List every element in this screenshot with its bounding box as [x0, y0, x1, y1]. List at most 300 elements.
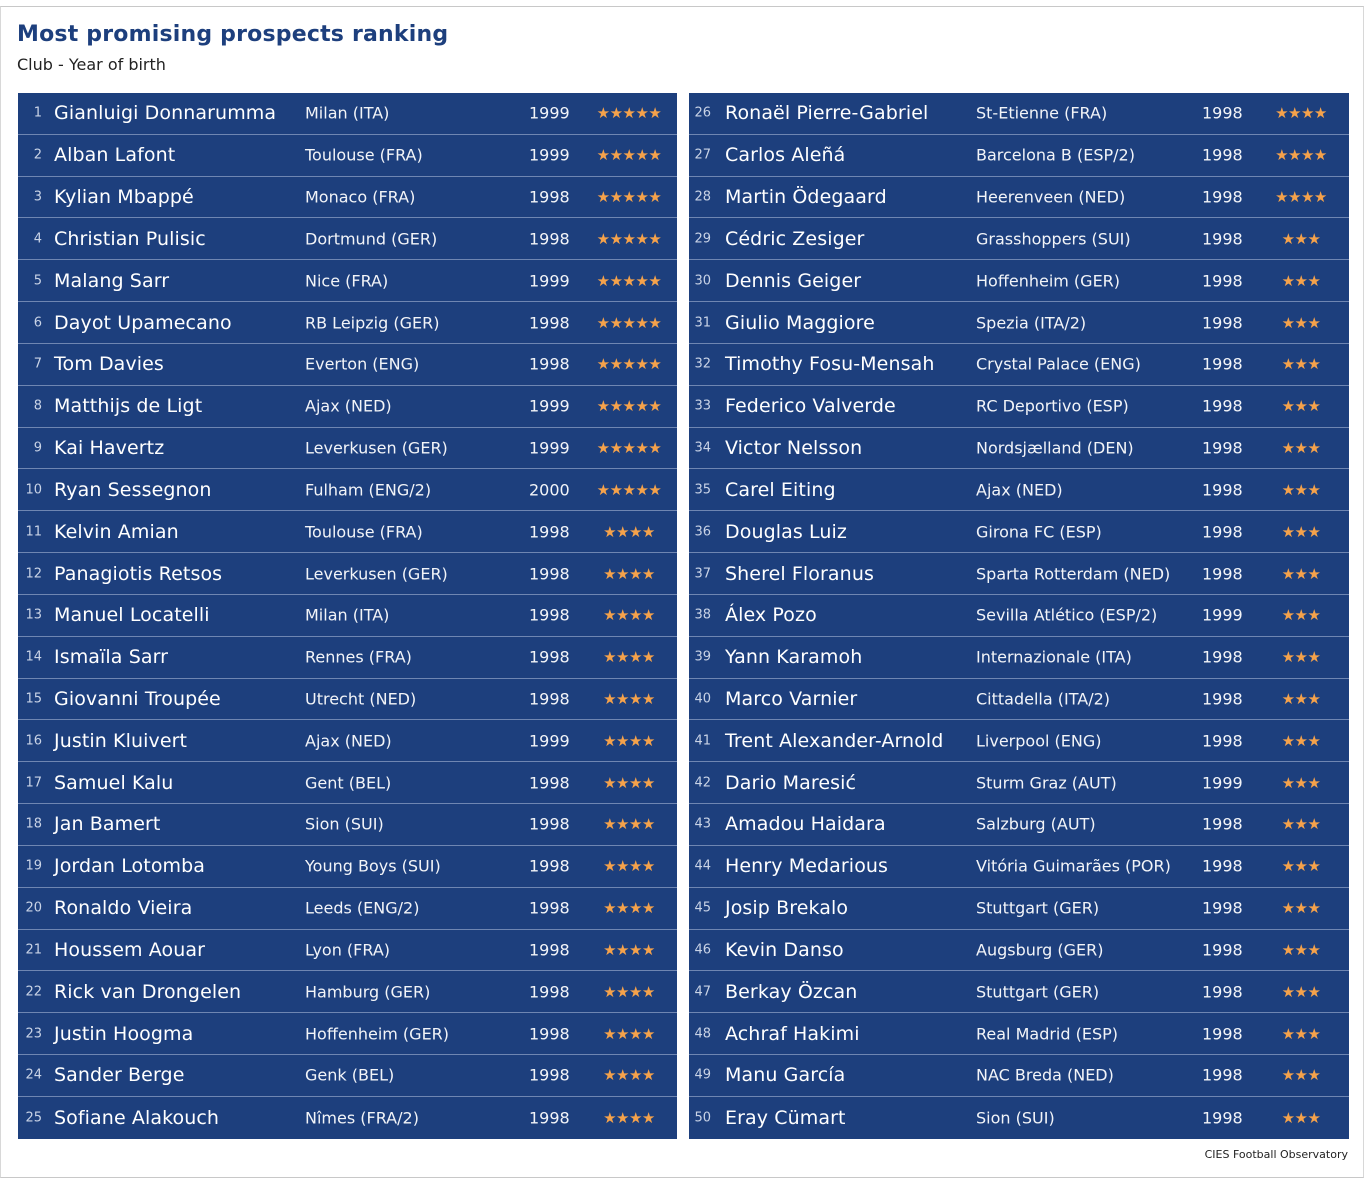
birth-year: 1998	[529, 229, 570, 249]
birth-year: 1998	[529, 564, 570, 584]
birth-year: 1998	[529, 856, 570, 876]
birth-year: 1998	[529, 354, 570, 374]
star-rating-icon: ★★★★	[603, 731, 655, 750]
player-name: Gianluigi Donnarumma	[54, 102, 277, 125]
player-row	[689, 595, 1349, 637]
player-row	[18, 930, 677, 972]
player-row	[689, 218, 1349, 260]
club-name: Dortmund (GER)	[305, 229, 438, 249]
player-name: Trent Alexander-Arnold	[725, 729, 944, 752]
birth-year: 1998	[1202, 564, 1243, 584]
player-row	[18, 260, 677, 302]
player-name: Marco Varnier	[725, 688, 858, 710]
rank-number: 26	[694, 105, 711, 121]
rank-number: 44	[694, 858, 711, 874]
star-rating-icon: ★★★	[1281, 690, 1321, 708]
club-name: Milan (ITA)	[305, 605, 390, 625]
player-row	[689, 930, 1349, 972]
club-name: Ajax (NED)	[305, 396, 392, 416]
club-name: Leverkusen (GER)	[305, 564, 448, 584]
club-name: Fulham (ENG/2)	[305, 480, 432, 500]
player-row	[689, 804, 1349, 846]
club-name: Barcelona B (ESP/2)	[976, 145, 1135, 165]
birth-year: 1998	[529, 689, 570, 709]
player-row	[689, 511, 1349, 553]
birth-year: 1998	[1202, 396, 1243, 416]
player-name: Álex Pozo	[725, 604, 817, 627]
player-row	[18, 135, 677, 177]
birth-year: 1998	[1202, 856, 1243, 876]
player-name: Ryan Sessegnon	[54, 478, 212, 501]
player-row	[18, 720, 677, 762]
player-row	[689, 846, 1349, 888]
page-title: Most promising prospects ranking	[17, 22, 449, 47]
rank-number: 2	[33, 147, 42, 163]
rank-number: 18	[25, 816, 42, 832]
player-row	[689, 720, 1349, 762]
player-name: Panagiotis Retsos	[54, 562, 223, 585]
player-name: Kylian Mbappé	[54, 186, 194, 209]
player-name: Federico Valverde	[725, 395, 896, 418]
birth-year: 1998	[529, 1065, 570, 1085]
star-rating-icon: ★★★★	[603, 982, 655, 1001]
player-name: Berkay Özcan	[725, 980, 858, 1003]
player-name: Justin Hoogma	[54, 1022, 194, 1045]
rank-number: 40	[694, 691, 711, 707]
player-name: Dennis Geiger	[725, 269, 862, 292]
birth-year: 1998	[1202, 103, 1243, 123]
player-row	[689, 93, 1349, 135]
club-name: Genk (BEL)	[305, 1065, 395, 1085]
player-row	[18, 177, 677, 219]
birth-year: 1998	[529, 982, 570, 1002]
star-rating-icon: ★★★★	[603, 648, 655, 667]
birth-year: 1998	[1202, 522, 1243, 542]
club-name: Ajax (NED)	[976, 480, 1063, 500]
player-row	[689, 762, 1349, 804]
club-name: Ajax (NED)	[305, 731, 392, 751]
star-rating-icon: ★★★★★	[596, 104, 662, 123]
birth-year: 1998	[529, 898, 570, 918]
birth-year: 1998	[1202, 940, 1243, 960]
club-name: Leverkusen (GER)	[305, 438, 448, 458]
star-rating-icon: ★★★	[1281, 1066, 1321, 1085]
club-name: Internazionale (ITA)	[976, 647, 1132, 667]
player-row	[689, 302, 1349, 344]
player-row	[689, 1013, 1349, 1055]
star-rating-icon: ★★★	[1281, 397, 1321, 416]
star-rating-icon: ★★★	[1281, 648, 1321, 667]
club-name: St-Etienne (FRA)	[976, 103, 1108, 123]
star-rating-icon: ★★★★★	[596, 397, 662, 416]
player-row	[689, 553, 1349, 595]
source-credit: CIES Football Observatory	[1204, 1148, 1348, 1161]
club-name: Stuttgart (GER)	[976, 898, 1100, 918]
star-rating-icon: ★★★	[1281, 522, 1321, 541]
star-rating-icon: ★★★	[1281, 229, 1321, 248]
ranking-panel-left	[18, 93, 677, 1139]
club-name: NAC Breda (NED)	[976, 1065, 1114, 1085]
rank-number: 12	[25, 566, 42, 582]
player-row	[689, 679, 1349, 721]
rank-number: 32	[694, 356, 711, 372]
star-rating-icon: ★★★★	[603, 857, 655, 876]
club-name: Augsburg (GER)	[976, 940, 1104, 960]
player-name: Sherel Floranus	[725, 562, 874, 585]
birth-year: 1998	[529, 313, 570, 333]
rank-number: 42	[694, 775, 711, 791]
rank-number: 41	[694, 733, 711, 749]
player-row	[689, 135, 1349, 177]
star-rating-icon: ★★★★★	[596, 188, 662, 207]
star-rating-icon: ★★★★★	[596, 355, 662, 374]
birth-year: 1998	[529, 814, 570, 834]
star-rating-icon: ★★★★	[603, 1024, 655, 1043]
player-name: Sofiane Alakouch	[54, 1106, 220, 1129]
rank-number: 8	[33, 398, 42, 414]
birth-year: 1998	[1202, 480, 1243, 500]
player-row	[18, 302, 677, 344]
star-rating-icon: ★★★★	[603, 940, 655, 959]
club-name: Sparta Rotterdam (NED)	[976, 564, 1171, 584]
player-row	[18, 637, 677, 679]
rank-number: 25	[25, 1110, 42, 1126]
player-name: Kevin Danso	[725, 938, 844, 961]
club-name: Toulouse (FRA)	[305, 145, 423, 165]
player-row	[18, 386, 677, 428]
star-rating-icon: ★★★★★	[596, 439, 662, 458]
player-name: Rick van Drongelen	[54, 980, 242, 1003]
birth-year: 1998	[529, 773, 570, 793]
player-row	[689, 177, 1349, 219]
birth-year: 1999	[529, 103, 570, 123]
rank-number: 30	[694, 273, 711, 289]
club-name: Toulouse (FRA)	[305, 522, 423, 542]
birth-year: 1998	[1202, 1024, 1243, 1044]
player-name: Manuel Locatelli	[54, 604, 210, 627]
birth-year: 1999	[529, 438, 570, 458]
player-name: Josip Brekalo	[725, 897, 849, 920]
club-name: Spezia (ITA/2)	[976, 313, 1087, 333]
birth-year: 1998	[529, 647, 570, 667]
birth-year: 1998	[1202, 814, 1243, 834]
player-row	[18, 1097, 677, 1139]
rank-number: 29	[694, 231, 711, 247]
player-name: Kelvin Amian	[54, 520, 179, 543]
club-name: Sturm Graz (AUT)	[976, 773, 1117, 793]
birth-year: 1998	[1202, 229, 1243, 249]
rank-number: 46	[694, 942, 711, 958]
player-name: Malang Sarr	[54, 269, 170, 292]
star-rating-icon: ★★★	[1281, 606, 1321, 625]
club-name: Cittadella (ITA/2)	[976, 689, 1110, 709]
birth-year: 1998	[1202, 731, 1243, 751]
rank-number: 16	[25, 733, 42, 749]
club-name: Utrecht (NED)	[305, 689, 417, 709]
player-name: Christian Pulisic	[54, 227, 206, 250]
rank-number: 39	[694, 649, 711, 665]
birth-year: 1999	[529, 396, 570, 416]
club-name: Sevilla Atlético (ESP/2)	[976, 605, 1158, 625]
rank-number: 7	[33, 356, 42, 372]
rank-number: 27	[694, 147, 711, 163]
rank-number: 9	[33, 440, 42, 456]
player-row	[689, 971, 1349, 1013]
player-name: Dayot Upamecano	[54, 311, 232, 334]
player-name: Ronaldo Vieira	[54, 897, 193, 920]
player-row	[18, 595, 677, 637]
rank-number: 38	[694, 607, 711, 623]
birth-year: 1998	[1202, 313, 1243, 333]
rank-number: 31	[694, 315, 711, 331]
rank-number: 45	[694, 900, 711, 916]
rank-number: 11	[25, 524, 42, 540]
club-name: Crystal Palace (ENG)	[976, 354, 1141, 374]
birth-year: 1998	[1202, 438, 1243, 458]
club-name: Liverpool (ENG)	[976, 731, 1102, 751]
rank-number: 33	[694, 398, 711, 414]
player-name: Jordan Lotomba	[54, 855, 206, 878]
star-rating-icon: ★★★	[1281, 355, 1321, 374]
star-rating-icon: ★★★★	[1275, 188, 1327, 207]
birth-year: 1998	[529, 1108, 570, 1128]
club-name: Lyon (FRA)	[305, 940, 391, 960]
player-name: Tom Davies	[54, 353, 164, 376]
star-rating-icon: ★★★★	[603, 899, 655, 918]
star-rating-icon: ★★★	[1281, 564, 1321, 583]
star-rating-icon: ★★★	[1281, 815, 1321, 834]
birth-year: 1998	[529, 940, 570, 960]
player-name: Amadou Haidara	[725, 813, 886, 836]
player-row	[18, 218, 677, 260]
player-name: Jan Bamert	[54, 813, 161, 836]
club-name: Grasshoppers (SUI)	[976, 229, 1131, 249]
player-name: Kai Havertz	[54, 437, 165, 460]
birth-year: 1998	[1202, 145, 1243, 165]
club-name: Gent (BEL)	[305, 773, 392, 793]
star-rating-icon: ★★★	[1281, 857, 1321, 876]
player-name: Giovanni Troupée	[54, 688, 221, 710]
rank-number: 43	[694, 816, 711, 832]
star-rating-icon: ★★★★★	[596, 146, 662, 165]
star-rating-icon: ★★★★	[603, 773, 655, 792]
birth-year: 1999	[1202, 773, 1243, 793]
birth-year: 1998	[529, 187, 570, 207]
star-rating-icon: ★★★	[1281, 731, 1321, 750]
star-rating-icon: ★★★★	[1275, 146, 1327, 165]
player-name: Martin Ödegaard	[725, 186, 887, 209]
birth-year: 1998	[1202, 647, 1243, 667]
ranking-panel-right	[689, 93, 1349, 1139]
player-name: Sander Berge	[54, 1064, 185, 1087]
player-name: Henry Medarious	[725, 855, 889, 878]
star-rating-icon: ★★★	[1281, 480, 1321, 499]
player-name: Manu García	[725, 1064, 846, 1087]
rank-number: 3	[33, 189, 42, 205]
club-name: Monaco (FRA)	[305, 187, 416, 207]
star-rating-icon: ★★★	[1281, 940, 1321, 959]
rank-number: 1	[33, 105, 42, 121]
club-name: Sion (SUI)	[976, 1108, 1055, 1128]
player-name: Ismaïla Sarr	[54, 646, 169, 669]
player-row	[18, 428, 677, 470]
birth-year: 1998	[1202, 982, 1243, 1002]
player-row	[689, 1097, 1349, 1139]
rank-number: 15	[25, 691, 42, 707]
star-rating-icon: ★★★	[1281, 439, 1321, 458]
birth-year: 1998	[1202, 1065, 1243, 1085]
club-name: Milan (ITA)	[305, 103, 390, 123]
birth-year: 1999	[1202, 605, 1243, 625]
star-rating-icon: ★★★	[1281, 313, 1321, 332]
rank-number: 24	[25, 1067, 42, 1083]
rank-number: 22	[25, 984, 42, 1000]
player-row	[18, 762, 677, 804]
player-row	[689, 260, 1349, 302]
club-name: Stuttgart (GER)	[976, 982, 1100, 1002]
birth-year: 1998	[529, 1024, 570, 1044]
star-rating-icon: ★★★★	[603, 564, 655, 583]
player-name: Cédric Zesiger	[725, 227, 865, 250]
star-rating-icon: ★★★	[1281, 773, 1321, 792]
player-row	[18, 344, 677, 386]
player-name: Justin Kluivert	[54, 729, 188, 752]
club-name: Everton (ENG)	[305, 354, 420, 374]
player-row	[689, 469, 1349, 511]
player-row	[18, 679, 677, 721]
club-name: Hoffenheim (GER)	[305, 1024, 450, 1044]
rank-number: 5	[33, 273, 42, 289]
club-name: Hamburg (GER)	[305, 982, 431, 1002]
player-name: Giulio Maggiore	[725, 311, 875, 334]
rank-number: 36	[694, 524, 711, 540]
rank-number: 49	[694, 1067, 711, 1083]
rank-number: 19	[25, 858, 42, 874]
birth-year: 1998	[1202, 898, 1243, 918]
club-name: Girona FC (ESP)	[976, 522, 1102, 542]
star-rating-icon: ★★★★★	[596, 313, 662, 332]
birth-year: 1999	[529, 145, 570, 165]
player-name: Yann Karamoh	[725, 646, 863, 669]
player-row	[18, 1013, 677, 1055]
player-name: Ronaël Pierre-Gabriel	[725, 102, 929, 125]
player-row	[689, 888, 1349, 930]
club-name: Young Boys (SUI)	[305, 856, 441, 876]
birth-year: 1998	[1202, 271, 1243, 291]
birth-year: 1998	[529, 522, 570, 542]
club-name: Nice (FRA)	[305, 271, 389, 291]
player-row	[689, 428, 1349, 470]
rank-number: 4	[33, 231, 42, 247]
rank-number: 28	[694, 189, 711, 205]
club-name: Rennes (FRA)	[305, 647, 412, 667]
club-name: Real Madrid (ESP)	[976, 1024, 1119, 1044]
player-name: Timothy Fosu-Mensah	[725, 353, 935, 376]
player-name: Douglas Luiz	[725, 520, 847, 543]
birth-year: 1998	[1202, 354, 1243, 374]
birth-year: 1999	[529, 271, 570, 291]
star-rating-icon: ★★★	[1281, 271, 1321, 290]
club-name: Salzburg (AUT)	[976, 814, 1096, 834]
player-row	[18, 511, 677, 553]
player-row	[689, 1055, 1349, 1097]
player-row	[18, 971, 677, 1013]
birth-year: 1998	[1202, 187, 1243, 207]
rank-number: 14	[25, 649, 42, 665]
club-name: RC Deportivo (ESP)	[976, 396, 1129, 416]
player-row	[18, 1055, 677, 1097]
player-name: Matthijs de Ligt	[54, 395, 203, 418]
club-name: RB Leipzig (GER)	[305, 313, 440, 333]
star-rating-icon: ★★★★	[603, 815, 655, 834]
player-name: Carlos Aleñá	[725, 144, 846, 167]
rank-number: 6	[33, 315, 42, 331]
star-rating-icon: ★★★★	[603, 522, 655, 541]
player-row	[18, 469, 677, 511]
rank-number: 20	[25, 900, 42, 916]
player-name: Houssem Aouar	[54, 938, 206, 961]
player-row	[18, 804, 677, 846]
birth-year: 1998	[1202, 1108, 1243, 1128]
star-rating-icon: ★★★	[1281, 1108, 1321, 1127]
player-row	[18, 553, 677, 595]
club-name: Heerenveen (NED)	[976, 187, 1126, 207]
player-row	[689, 386, 1349, 428]
player-row	[689, 637, 1349, 679]
birth-year: 2000	[529, 480, 570, 500]
star-rating-icon: ★★★★	[603, 606, 655, 625]
rank-number: 47	[694, 984, 711, 1000]
player-name: Eray Cümart	[725, 1106, 846, 1129]
page-subtitle: Club - Year of birth	[17, 55, 166, 74]
club-name: Leeds (ENG/2)	[305, 898, 420, 918]
star-rating-icon: ★★★★★	[596, 480, 662, 499]
rank-number: 21	[25, 942, 42, 958]
birth-year: 1998	[529, 605, 570, 625]
player-name: Achraf Hakimi	[725, 1022, 860, 1045]
player-name: Alban Lafont	[54, 144, 176, 167]
player-row	[18, 846, 677, 888]
club-name: Nordsjælland (DEN)	[976, 438, 1134, 458]
star-rating-icon: ★★★	[1281, 1024, 1321, 1043]
star-rating-icon: ★★★★	[603, 1066, 655, 1085]
star-rating-icon: ★★★★	[603, 690, 655, 708]
rank-number: 37	[694, 566, 711, 582]
club-name: Sion (SUI)	[305, 814, 384, 834]
player-name: Samuel Kalu	[54, 771, 174, 794]
star-rating-icon: ★★★★	[1275, 104, 1327, 123]
club-name: Vitória Guimarães (POR)	[976, 856, 1171, 876]
player-row	[689, 344, 1349, 386]
rank-number: 17	[25, 775, 42, 791]
rank-number: 13	[25, 607, 42, 623]
star-rating-icon: ★★★	[1281, 899, 1321, 918]
rank-number: 34	[694, 440, 711, 456]
star-rating-icon: ★★★★★	[596, 271, 662, 290]
rank-number: 10	[25, 482, 42, 498]
player-name: Victor Nelsson	[725, 437, 863, 460]
player-name: Dario Maresić	[725, 771, 857, 794]
star-rating-icon: ★★★	[1281, 982, 1321, 1001]
player-name: Carel Eiting	[725, 478, 836, 501]
rank-number: 48	[694, 1026, 711, 1042]
star-rating-icon: ★★★★★	[596, 229, 662, 248]
birth-year: 1998	[1202, 689, 1243, 709]
club-name: Nîmes (FRA/2)	[305, 1108, 419, 1128]
rank-number: 23	[25, 1026, 42, 1042]
birth-year: 1999	[529, 731, 570, 751]
star-rating-icon: ★★★★	[603, 1108, 655, 1127]
